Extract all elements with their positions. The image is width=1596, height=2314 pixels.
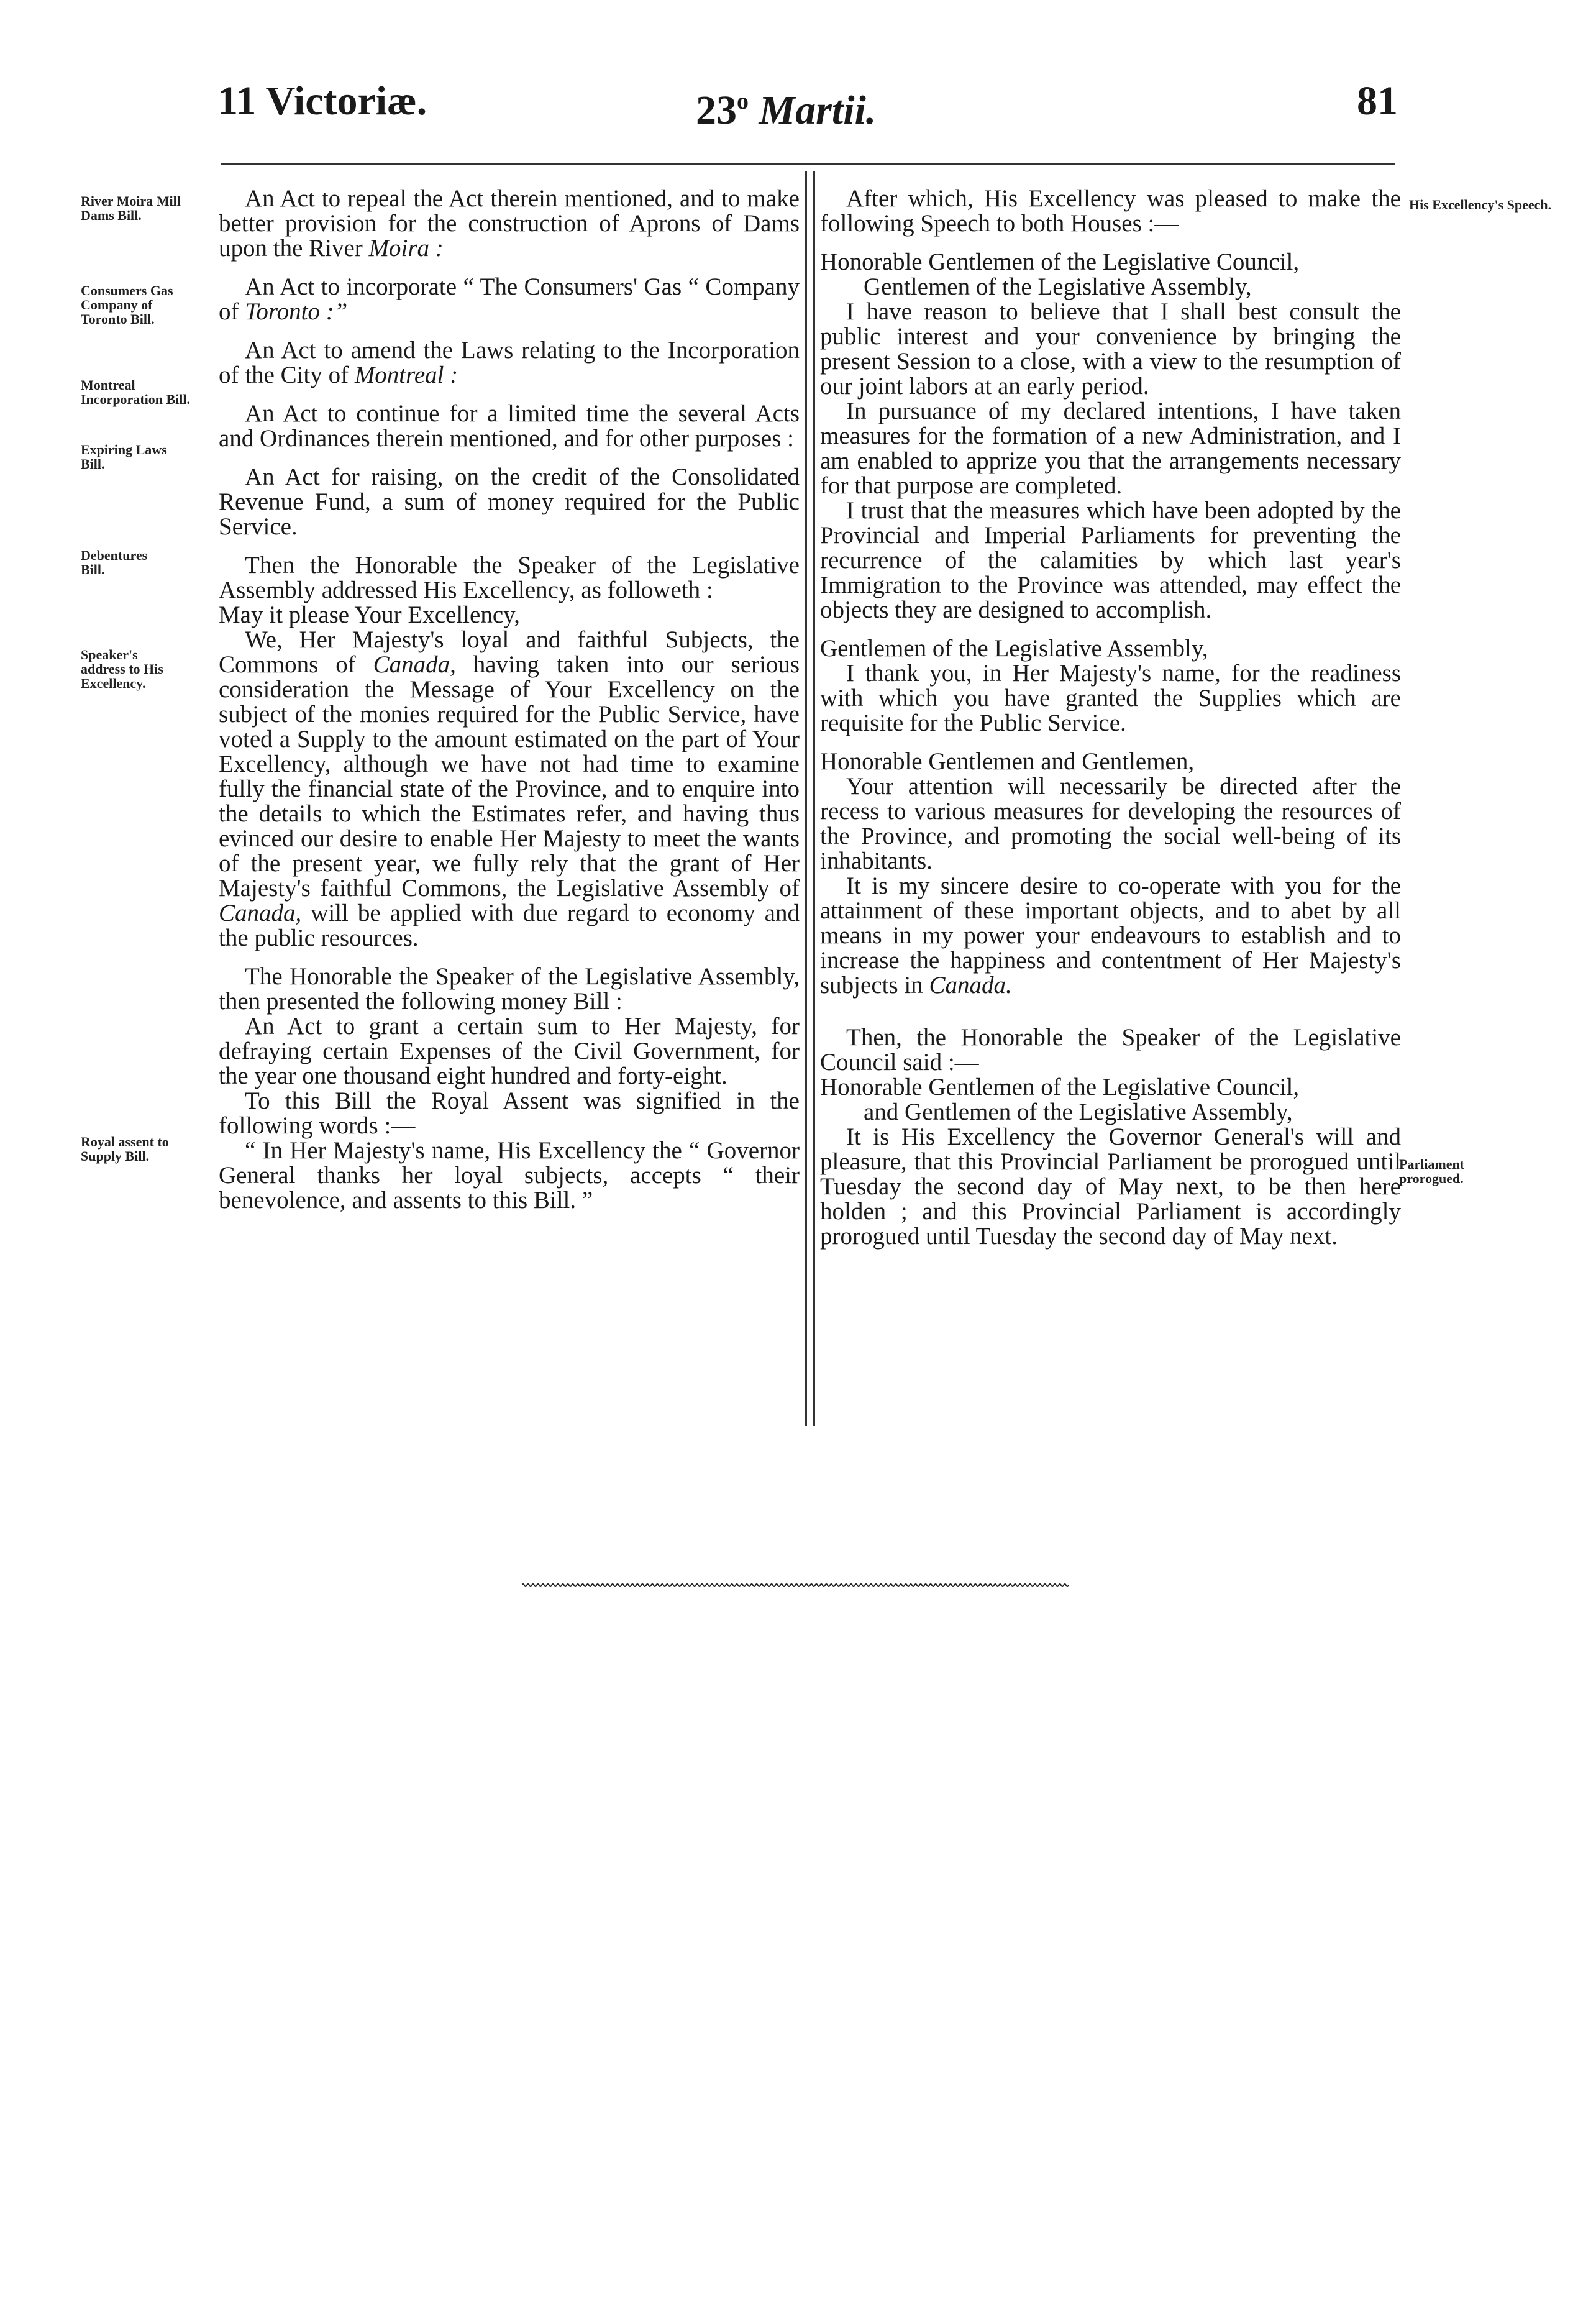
act-montreal: An Act to amend the Laws relating to the Incorporation of the City of Montreal : [219,337,800,388]
royal-assent-words: “ In Her Majesty's name, His Excellency the “ Governor General thanks her loyal subjects, accepts “ their benevolence, and assents to this Bill. ” [219,1137,800,1214]
margin-note-parliament-prorogued: Parliament prorogued. [1399,1156,1465,1186]
left-column [219,186,800,1213]
speaker-address-intro: Then the Honorable the Speaker of the Legislative Assembly addressed His Excellency, as followeth : [219,552,800,603]
margin-note-montreal: Montreal Incorporation Bill. [81,377,191,407]
prorogation-address-assembly: and Gentlemen of the Legislative Assembly, [864,1099,1293,1125]
date-month: Martii. [759,88,877,133]
speech-address-assembly-2: Gentlemen of the Legislative Assembly, [820,635,1208,662]
act-expiring-laws: An Act to continue for a limited time the several Acts and Ordinances therein mentioned, and for other purposes : [219,400,800,452]
speech-para-2: In pursuance of my declared intentions, I have taken measures for the formation of a new Administration, and I am enabled to apprize you that the arrangements necessary for that purpose are completed. [820,398,1401,499]
speech-address-assembly: Gentlemen of the Legislative Assembly, [864,273,1252,300]
margin-note-debentures: Debentures Bill. [81,547,148,577]
column-divider [805,171,815,1426]
speaker-council-intro: Then, the Honorable the Speaker of the Legislative Council said :— [820,1024,1401,1076]
margin-note-royal-assent: Royal assent to Supply Bill. [81,1134,169,1164]
act-consumers-gas: An Act to incorporate “ The Consumers' Gas “ Company of Toronto :” [219,273,800,325]
running-head-date [696,73,876,139]
page-header [217,73,1398,133]
page-number: 81 [1357,78,1398,124]
header-rule [221,163,1395,165]
prorogation-address-council: Honorable Gentlemen of the Legislative Council, [820,1074,1300,1100]
margin-note-consumers-gas: Consumers Gas Company of Toronto Bill. [81,283,173,327]
date-superscript: o [737,88,749,114]
royal-assent-intro: To this Bill the Royal Assent was signified in the following words :— [219,1087,800,1139]
speech-para-5: Your attention will necessarily be directed after the recess to various measures for developing the resources of the Province, and promoting the social well-being of its inhabitants. [820,773,1401,874]
margin-note-speakers-address: Speaker's address to His Excellency. [81,647,163,691]
prorogation-text: It is His Excellency the Governor General's will and pleasure, that this Provincial Parliament be prorogued until Tuesday the second day of May next, to be then here holden ; and this Provincial Parliament is accordingly prorogued until Tuesday the second day of May next. [820,1123,1401,1250]
speech-address-council: Honorable Gentlemen of the Legislative Council, [820,249,1300,275]
speech-para-1: I have reason to believe that I shall best consult the public interest and your convenience by bringing the present Session to a close, with a view to the resumption of our joint labors at an early period. [820,298,1401,400]
address-body: We, Her Majesty's loyal and faithful Subjects, the Commons of Canada, having taken into our serious consideration the Message of Your Excellency on the subject of the monies required for the Public Service, have voted a Supply to the amount estimated on the part of Your Excellency, although we have not had time to examine fully the financial state of the Province, and to enquire into the details to which the Estimates refer, and having thus evinced our desire to enable Her Majesty to meet the wants of the present year, we fully rely that the grant of Her Majesty's faithful Commons, the Legislative Assembly of Canada, will be applied with due regard to economy and the public resources. [219,626,800,951]
running-head-left: 11 Victoriæ. [217,78,427,124]
margin-note-river-moira: River Moira Mill Dams Bill. [81,193,181,223]
margin-note-excellency-speech: His Excellency's Speech. [1409,197,1552,213]
speech-para-3: I trust that the measures which have been adopted by the Provincial and Imperial Parliaments for preventing the recurrence of the calamities by which last year's Immigration to the Province was attended, may effect the objects they are designed to accomplish. [820,497,1401,623]
closing-ornament-rule [522,1581,1069,1589]
money-bill-title: An Act to grant a certain sum to Her Majesty, for defraying certain Expenses of the Civil Government, for the year one thousand eight hundred and forty-eight. [219,1013,800,1089]
act-debentures: An Act for raising, on the credit of the Consolidated Revenue Fund, a sum of money required for the Public Service. [219,464,800,540]
address-salutation: May it please Your Excellency, [219,601,520,628]
right-column [820,186,1401,1249]
speech-para-6: It is my sincere desire to co-operate with you for the attainment of these important objects, and to abet by all means in my power your endeavours to establish and to increase the happiness and contentment of Her Majesty's subjects in Canada. [820,872,1401,999]
money-bill-intro: The Honorable the Speaker of the Legislative Assembly, then presented the following money Bill : [219,963,800,1015]
speech-intro: After which, His Excellency was pleased to make the following Speech to both Houses :— [820,185,1401,237]
speech-address-both: Honorable Gentlemen and Gentlemen, [820,748,1195,775]
act-river-moira: An Act to repeal the Act therein mentioned, and to make better provision for the construction of Aprons of Dams upon the River Moira : [219,185,800,262]
margin-note-expiring: Expiring Laws Bill. [81,442,167,472]
speech-para-4: I thank you, in Her Majesty's name, for the readiness with which you have granted the Supplies which are requisite for the Public Service. [820,660,1401,736]
date-day: 23 [696,88,737,133]
